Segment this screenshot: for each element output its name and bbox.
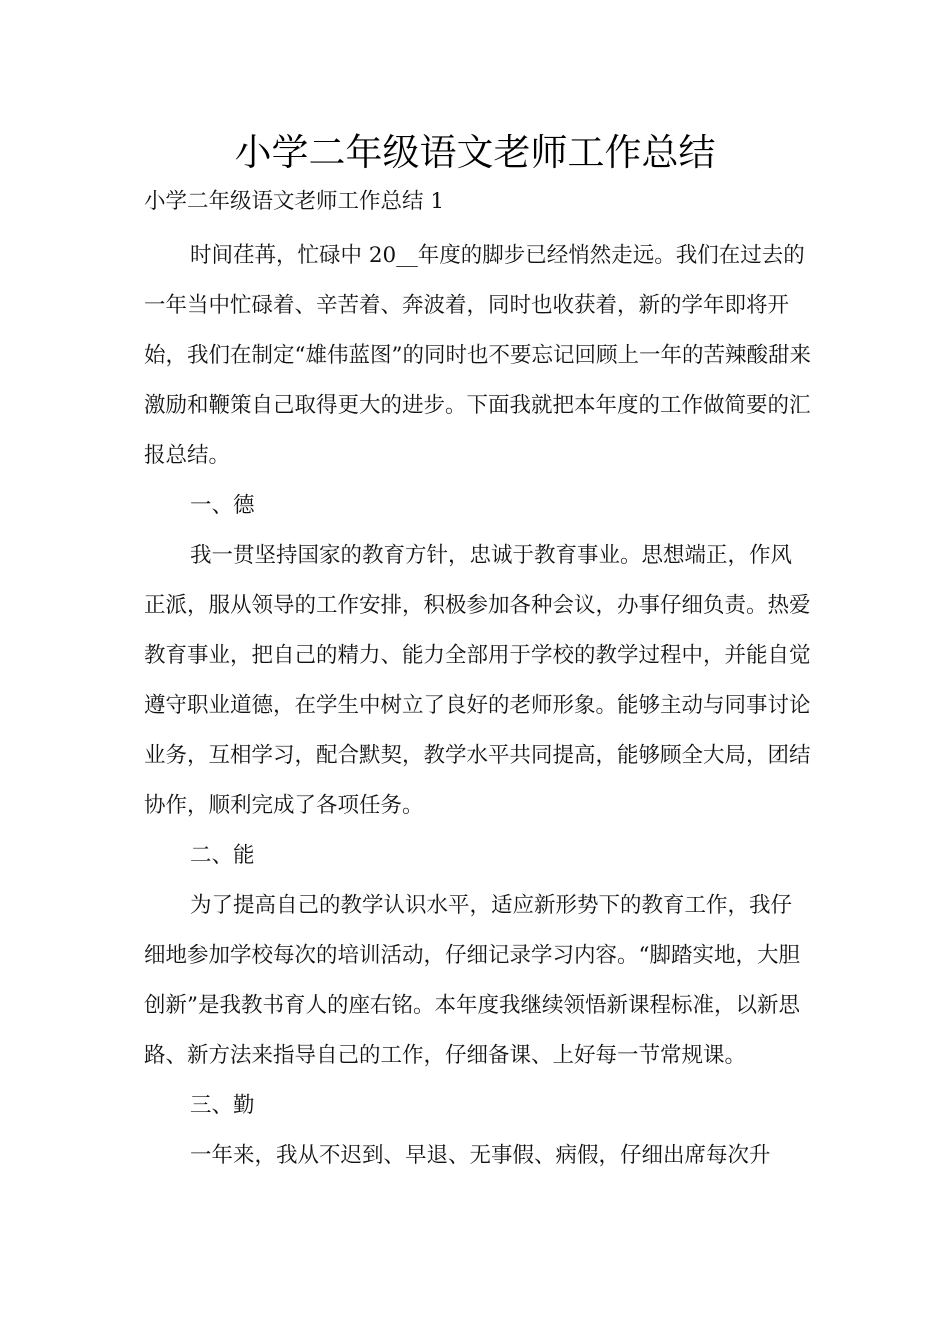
section-heading-neng: 二、能 (190, 843, 255, 868)
document-body (144, 185, 812, 1181)
paragraph-qin: 一年来，我从不迟到、早退、无事假、病假，仔细出席每次升 (190, 1143, 771, 1168)
section-heading-de: 一、德 (190, 493, 255, 518)
section-heading-qin: 三、勤 (190, 1093, 255, 1118)
paragraph-neng: 为了提高自己的教学认识水平，适应新形势下的教育工作，我仔细地参加学校每次的培训活动，仔细记录学习内容。“脚踏实地，大胆创新”是我教书育人的座右铭。本年度我继续领悟新课程标准，以新思路、新方法来指导自己的工作，仔细备课、上好每一节常规课。 (144, 893, 800, 1068)
document-subtitle: 小学二年级语文老师工作总结 1 (144, 189, 445, 214)
paragraph-de: 我一贯坚持国家的教育方针，忠诚于教育事业。思想端正，作风正派，服从领导的工作安排，积极参加各种会议，办事仔细负责。热爱教育事业，把自己的精力、能力全部用于学校的教学过程中，并能自觉遵守职业道德，在学生中树立了良好的老师形象。能够主动与同事讨论业务，互相学习，配合默契，教学水平共同提高，能够顾全大局，团结协作，顺利完成了各项任务。 (144, 543, 811, 818)
paragraph-intro: 时间荏苒，忙碌中 20__年度的脚步已经悄然走远。我们在过去的一年当中忙碌着、辛苦着、奔波着，同时也收获着，新的学年即将开始，我们在制定“雄伟蓝图”的同时也不要忘记回顾上一年的苦辣酸甜来激励和鞭策自己取得更大的进步。下面我就把本年度的工作做简要的汇报总结。 (144, 243, 811, 468)
document-title: 小学二年级语文老师工作总结 (234, 131, 716, 174)
